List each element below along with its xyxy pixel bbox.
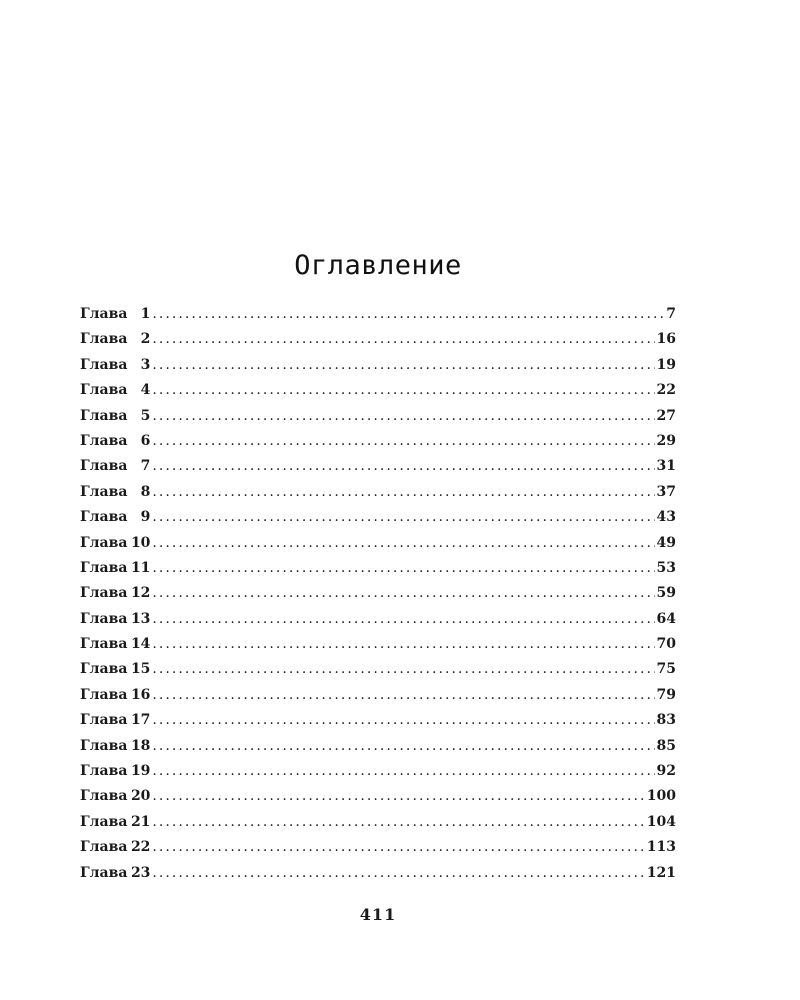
chapter-number: 2 bbox=[140, 331, 151, 348]
toc-entry bbox=[80, 560, 676, 585]
chapter-page-number: 113 bbox=[646, 839, 676, 856]
chapter-number: 10 bbox=[130, 534, 151, 551]
chapter-page-number: 121 bbox=[646, 864, 676, 881]
chapter-label: Глава bbox=[80, 763, 128, 780]
chapter-page-number: 100 bbox=[646, 788, 676, 805]
chapter-label: Глава bbox=[80, 712, 128, 729]
dot-leader bbox=[152, 661, 654, 677]
chapter-number: 17 bbox=[130, 712, 151, 729]
chapter-number: 12 bbox=[130, 585, 151, 602]
dot-leader bbox=[152, 738, 654, 754]
chapter-number: 1 bbox=[140, 306, 151, 322]
dot-leader bbox=[152, 611, 654, 627]
dot-leader bbox=[152, 839, 644, 855]
toc-entry bbox=[80, 331, 676, 356]
chapter-page-number: 7 bbox=[666, 306, 676, 322]
chapter-label: Глава bbox=[80, 458, 128, 475]
chapter-number: 14 bbox=[130, 636, 151, 653]
chapter-page-number: 85 bbox=[656, 737, 676, 754]
dot-leader bbox=[152, 535, 654, 551]
chapter-number: 6 bbox=[140, 432, 151, 449]
toc-entry bbox=[80, 788, 676, 813]
chapter-number: 20 bbox=[130, 788, 151, 805]
chapter-page-number: 19 bbox=[656, 356, 676, 373]
dot-leader bbox=[152, 484, 654, 500]
dot-leader bbox=[152, 306, 664, 322]
dot-leader bbox=[152, 585, 654, 601]
chapter-number: 18 bbox=[130, 737, 151, 754]
chapter-number: 11 bbox=[130, 559, 151, 576]
dot-leader bbox=[152, 382, 654, 398]
dot-leader bbox=[152, 433, 654, 449]
chapter-label: Глава bbox=[80, 737, 128, 754]
chapter-label: Глава bbox=[80, 331, 128, 348]
toc-entry bbox=[80, 611, 676, 636]
chapter-page-number: 59 bbox=[656, 585, 676, 602]
dot-leader bbox=[152, 458, 654, 474]
chapter-number: 15 bbox=[130, 661, 151, 678]
chapter-label: Глава bbox=[80, 813, 128, 830]
chapter-page-number: 75 bbox=[656, 661, 676, 678]
chapter-label: Глава bbox=[80, 788, 128, 805]
chapter-label: Глава bbox=[80, 585, 128, 602]
dot-leader bbox=[152, 788, 644, 804]
chapter-page-number: 49 bbox=[656, 534, 676, 551]
chapter-number: 3 bbox=[140, 356, 151, 373]
chapter-page-number: 53 bbox=[656, 559, 676, 576]
chapter-number: 19 bbox=[130, 763, 151, 780]
chapter-label: Глава bbox=[80, 636, 128, 653]
page-number: 411 bbox=[359, 905, 397, 924]
chapter-number: 7 bbox=[140, 458, 151, 475]
chapter-page-number: 27 bbox=[656, 407, 676, 424]
dot-leader bbox=[152, 814, 644, 830]
chapter-label: Глава bbox=[80, 407, 128, 424]
chapter-number: 21 bbox=[130, 813, 151, 830]
toc-entry bbox=[80, 763, 676, 788]
chapter-page-number: 31 bbox=[656, 458, 676, 475]
dot-leader bbox=[152, 712, 654, 728]
toc-entry bbox=[80, 712, 676, 737]
toc-entry bbox=[80, 382, 676, 407]
toc-entry bbox=[80, 357, 676, 382]
dot-leader bbox=[152, 763, 654, 779]
chapter-page-number: 79 bbox=[656, 686, 676, 703]
toc-entry bbox=[80, 484, 676, 509]
chapter-label: Глава bbox=[80, 483, 128, 500]
chapter-label: Глава bbox=[80, 382, 128, 399]
chapter-page-number: 64 bbox=[656, 610, 676, 627]
dot-leader bbox=[152, 560, 654, 576]
dot-leader bbox=[152, 357, 654, 373]
chapter-label: Глава bbox=[80, 356, 128, 373]
chapter-number: 5 bbox=[140, 407, 151, 424]
chapter-number: 23 bbox=[130, 864, 151, 881]
chapter-number: 8 bbox=[140, 483, 151, 500]
chapter-number: 22 bbox=[130, 839, 151, 856]
toc-entry bbox=[80, 585, 676, 610]
chapter-label: Глава bbox=[80, 610, 128, 627]
chapter-label: Глава bbox=[80, 432, 128, 449]
toc-entry bbox=[80, 636, 676, 661]
dot-leader bbox=[152, 687, 654, 703]
chapter-page-number: 104 bbox=[646, 813, 676, 830]
chapter-label: Глава bbox=[80, 686, 128, 703]
toc-entry bbox=[80, 687, 676, 712]
toc-entry bbox=[80, 661, 676, 686]
chapter-number: 9 bbox=[140, 509, 151, 526]
toc-entry bbox=[80, 509, 676, 534]
dot-leader bbox=[152, 509, 654, 525]
chapter-label: Глава bbox=[80, 839, 128, 856]
toc-entry bbox=[80, 433, 676, 458]
toc-entry bbox=[80, 865, 676, 890]
table-of-contents bbox=[80, 306, 676, 890]
chapter-number: 13 bbox=[130, 610, 151, 627]
chapter-page-number: 22 bbox=[656, 382, 676, 399]
chapter-page-number: 92 bbox=[656, 763, 676, 780]
chapter-label: Глава bbox=[80, 306, 128, 322]
dot-leader bbox=[152, 865, 644, 881]
dot-leader bbox=[152, 636, 654, 652]
toc-entry bbox=[80, 535, 676, 560]
dot-leader bbox=[152, 408, 654, 424]
chapter-label: Глава bbox=[80, 864, 128, 881]
toc-entry bbox=[80, 306, 676, 331]
chapter-label: Глава bbox=[80, 509, 128, 526]
toc-entry bbox=[80, 458, 676, 483]
chapter-number: 4 bbox=[140, 382, 151, 399]
chapter-page-number: 43 bbox=[656, 509, 676, 526]
chapter-page-number: 16 bbox=[656, 331, 676, 348]
chapter-label: Глава bbox=[80, 534, 128, 551]
toc-entry bbox=[80, 738, 676, 763]
chapter-label: Глава bbox=[80, 559, 128, 576]
toc-entry bbox=[80, 839, 676, 864]
toc-entry bbox=[80, 408, 676, 433]
page-title: Оглавление bbox=[294, 250, 462, 281]
chapter-number: 16 bbox=[130, 686, 151, 703]
dot-leader bbox=[152, 331, 654, 347]
chapter-page-number: 70 bbox=[656, 636, 676, 653]
chapter-page-number: 37 bbox=[656, 483, 676, 500]
chapter-page-number: 29 bbox=[656, 432, 676, 449]
chapter-page-number: 83 bbox=[656, 712, 676, 729]
toc-entry bbox=[80, 814, 676, 839]
chapter-label: Глава bbox=[80, 661, 128, 678]
